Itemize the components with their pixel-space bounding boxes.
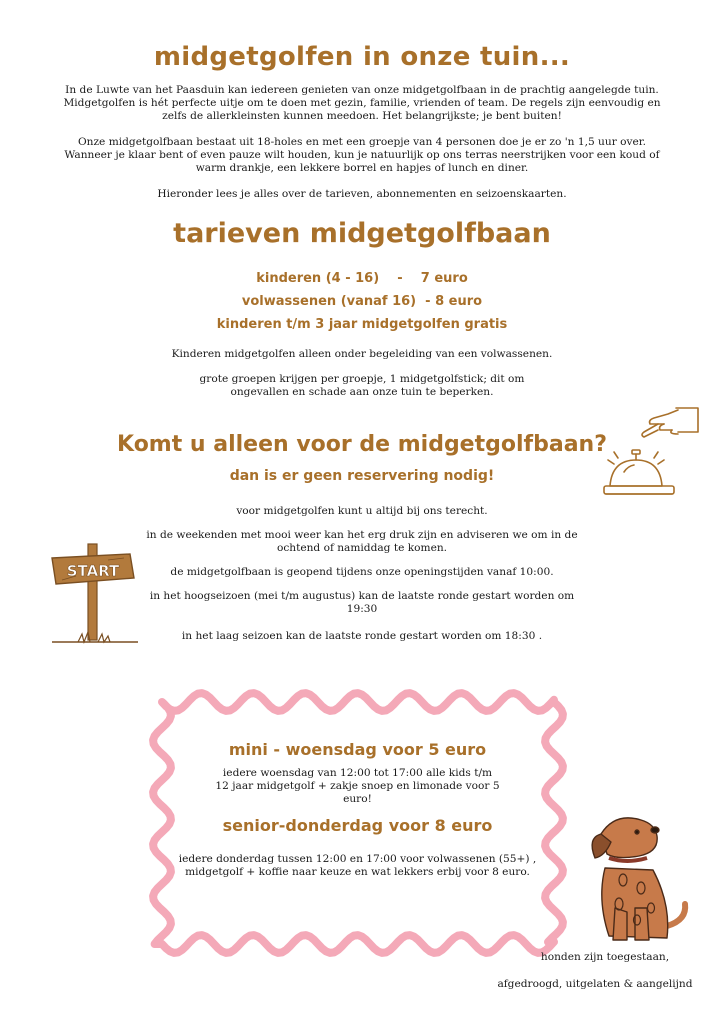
dog-icon: [575, 808, 697, 953]
intro-paragraph-1: In de Luwte van het Paasduin kan iedereen genieten van onze midgetgolfbaan in de prachtig aangelegde tuin. Midgetgolfen is hét perfecte uitje om te doen met gezin, familie, vrienden of team. De regels zijn eenvoudig en zelfs de allerkleinsten kunnen meedoen. Het belangrijkste; je bent buiten!: [63, 84, 661, 122]
start-sign-text: START: [66, 562, 120, 580]
senior-thursday-title: senior-donderdag voor 8 euro: [222, 816, 493, 835]
senior-thursday-text: iedere donderdag tussen 12:00 en 17:00 voor volwassenen (55+) , midgetgolf + koffie naar keuze en wat lekkers erbij voor 8 euro.: [178, 853, 537, 878]
rate-children: kinderen (4 - 16) - 7 euro: [256, 271, 468, 286]
rate-toddlers: kinderen t/m 3 jaar midgetgolfen gratis: [216, 317, 508, 332]
page-title: midgetgolfen in onze tuin...: [153, 42, 571, 72]
rates-list: [150, 267, 574, 336]
alone-info: [140, 505, 584, 654]
mini-wednesday-title: mini - woensdag voor 5 euro: [228, 740, 487, 759]
groups-note: grote groepen krijgen per groepje, 1 midgetgolfstick; dit om ongevallen en schade aan onze tuin te beperken.: [199, 373, 525, 398]
intro-paragraph-2: Onze midgetgolfbaan bestaat uit 18-holes en met een groepje van 4 personen doe je er zo 'n 1,5 uur over. Wanneer je klaar bent of even pauze wilt houden, kun je natuurlijk op ons terras neerstrijken voor een koud of warm drankje, een lekkere borrel en hapjes of lunch en diner.: [64, 136, 660, 174]
intro-section: [55, 84, 669, 201]
info-line-always: voor midgetgolfen kunt u altijd bij ons terecht.: [236, 505, 488, 517]
mini-wednesday-text: iedere woensdag van 12:00 tot 17:00 alle kids t/m 12 jaar midgetgolf + zakje snoep en limonade voor 5 euro!: [215, 767, 500, 805]
start-sign-icon: [48, 542, 140, 647]
rate-adults: volwassenen (vanaf 16) - 8 euro: [241, 294, 483, 309]
info-line-low-season: in het laag seizoen kan de laatste ronde gestart worden om 18:30 .: [181, 630, 543, 642]
alone-heading: Komt u alleen voor de midgetgolfbaan?: [117, 432, 607, 457]
info-line-high-season: in het hoogseizoen (mei t/m augustus) kan de laatste ronde gestart worden om 19:30: [149, 590, 575, 615]
info-line-opening: de midgetgolfbaan is geopend tijdens onze openingstijden vanaf 10:00.: [170, 566, 554, 578]
tarieven-heading: tarieven midgetgolfbaan: [173, 218, 551, 249]
intro-paragraph-3: Hieronder lees je alles over de tarieven, abonnementen en seizoenskaarten.: [157, 188, 567, 200]
dogs-allowed-note: honden zijn toegestaan,: [540, 951, 670, 963]
dogs-conditions-note: afgedroogd, uitgelaten & aangelijnd: [497, 978, 693, 990]
supervision-note: Kinderen midgetgolfen alleen onder begeleiding van een volwassenen.: [171, 348, 553, 360]
info-line-weekends: in de weekenden met mooi weer kan het erg druk zijn en adviseren we om in de ochtend of namiddag te komen.: [146, 529, 578, 554]
rates-notes: [170, 348, 554, 399]
alone-subheading: dan is er geen reservering nodig!: [229, 468, 495, 484]
promo-box: [165, 740, 550, 879]
